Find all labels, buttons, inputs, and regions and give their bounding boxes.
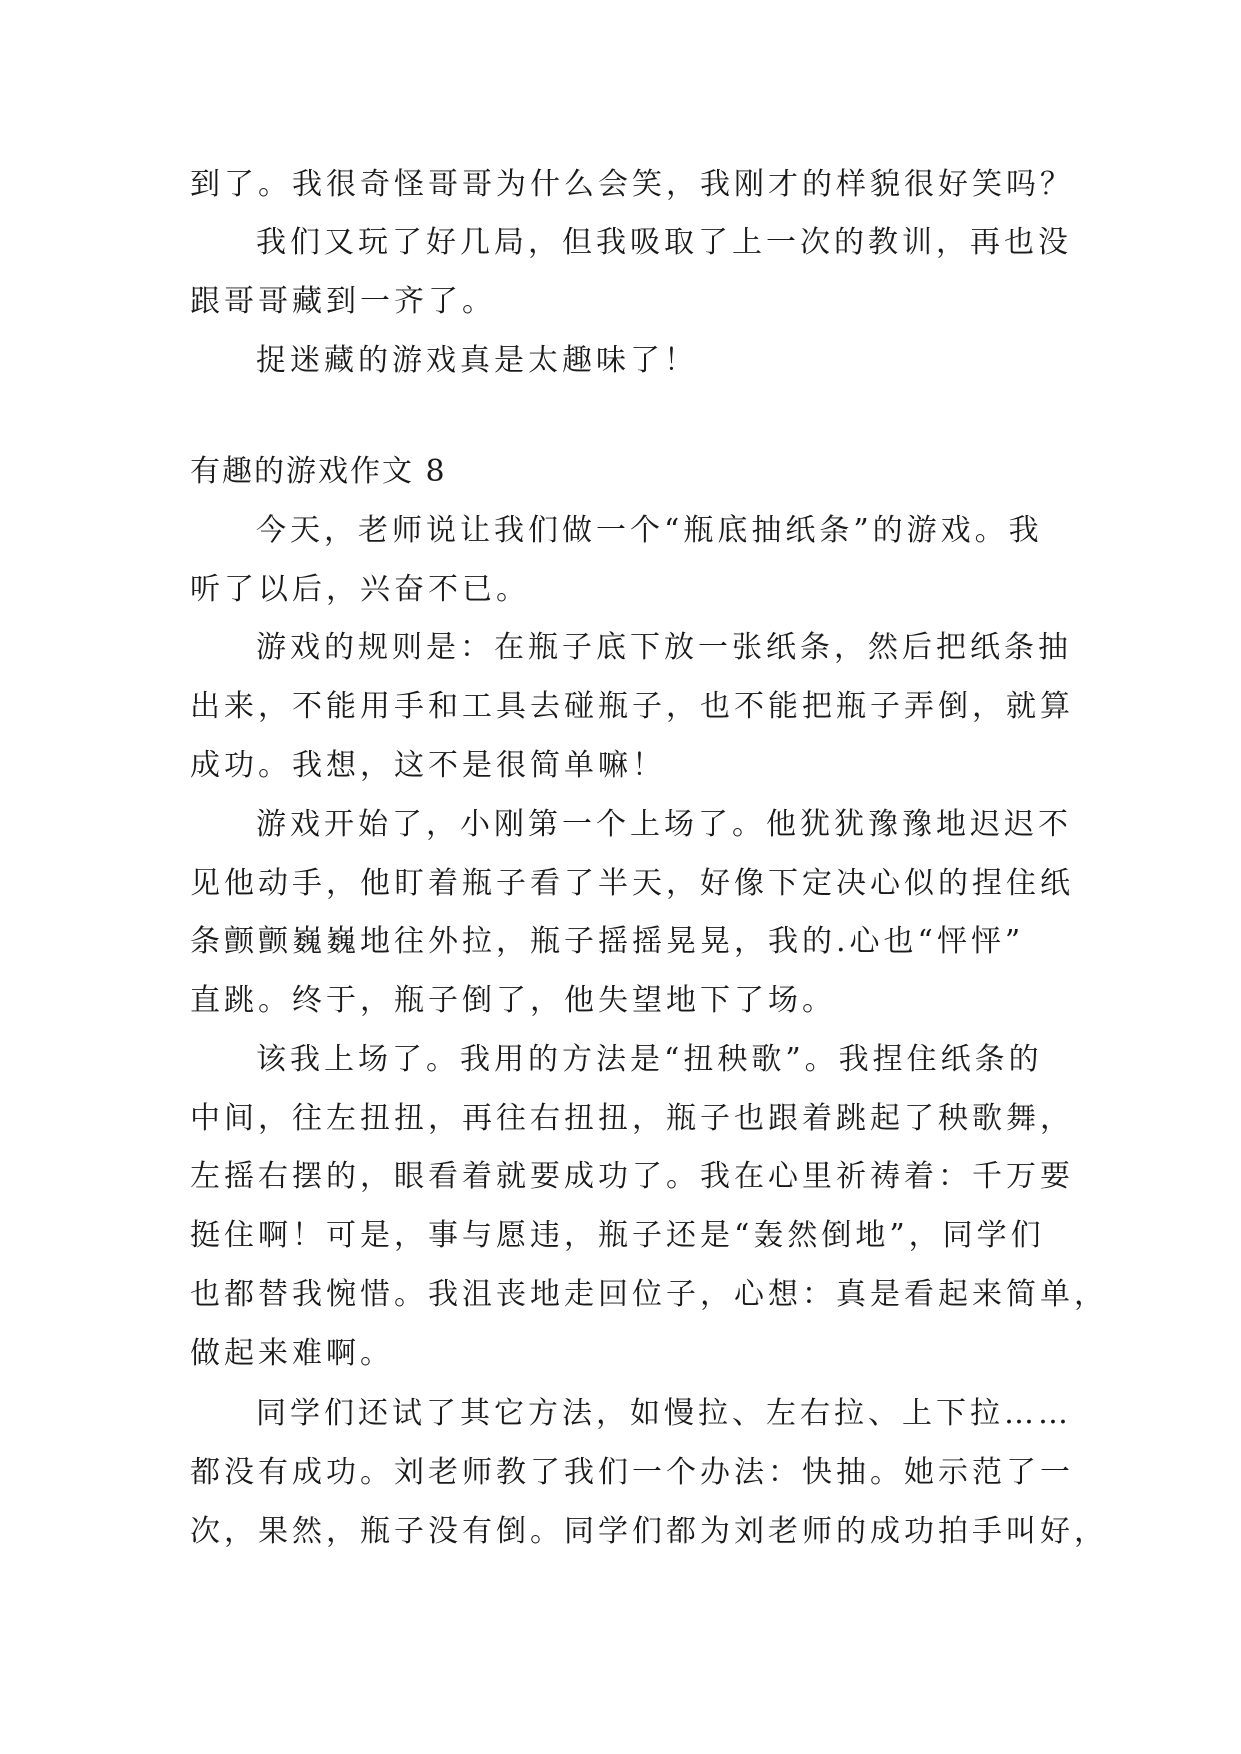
text-line: 中间，往左扭扭，再往右扭扭，瓶子也跟着跳起了秧歌舞， — [190, 1101, 1074, 1136]
text-line: 听了以后，兴奋不已。 — [190, 572, 530, 607]
text-line: 直跳。终于，瓶子倒了，他失望地下了场。 — [190, 983, 836, 1018]
text-line: 次，果然，瓶子没有倒。同学们都为刘老师的成功拍手叫好， — [190, 1514, 1108, 1549]
paragraph-start: 游戏开始了，小刚第一个上场了。他犹犹豫豫地迟迟不 — [256, 807, 1072, 842]
text-line: 也都替我惋惜。我沮丧地走回位子，心想：真是看起来简单， — [190, 1277, 1108, 1312]
text-line: 跟哥哥藏到一齐了。 — [190, 284, 496, 319]
text-line: 条颤颤巍巍地往外拉，瓶子摇摇晃晃，我的.心也“怦怦” — [190, 924, 1025, 959]
text-line: 做起来难啊。 — [190, 1336, 394, 1371]
paragraph-start: 该我上场了。我用的方法是“扭秧歌”。我捏住纸条的 — [256, 1042, 1043, 1077]
paragraph-start: 捉迷藏的游戏真是太趣味了！ — [256, 343, 698, 378]
text-line: 成功。我想，这不是很简单嘛！ — [190, 748, 666, 783]
section-title: 有趣的游戏作文 8 — [190, 454, 447, 489]
paragraph-start: 我们又玩了好几局，但我吸取了上一次的教训，再也没 — [256, 225, 1072, 260]
text-line: 出来，不能用手和工具去碰瓶子，也不能把瓶子弄倒，就算 — [190, 689, 1074, 724]
text-line: 都没有成功。刘老师教了我们一个办法：快抽。她示范了一 — [190, 1455, 1074, 1490]
text-line: 见他动手，他盯着瓶子看了半天，好像下定决心似的捏住纸 — [190, 866, 1074, 901]
text-line: 左摇右摆的，眼看着就要成功了。我在心里祈祷着：千万要 — [190, 1159, 1074, 1194]
paragraph-start: 今天，老师说让我们做一个“瓶底抽纸条”的游戏。我 — [256, 513, 1043, 548]
text-line: 挺住啊！可是，事与愿违，瓶子还是“轰然倒地”，同学们 — [190, 1218, 1045, 1253]
paragraph-start: 游戏的规则是：在瓶子底下放一张纸条，然后把纸条抽 — [256, 630, 1072, 665]
text-line: 到了。我很奇怪哥哥为什么会笑，我刚才的样貌很好笑吗？ — [190, 167, 1074, 202]
paragraph-start: 同学们还试了其它方法，如慢拉、左右拉、上下拉…… — [256, 1396, 1072, 1431]
